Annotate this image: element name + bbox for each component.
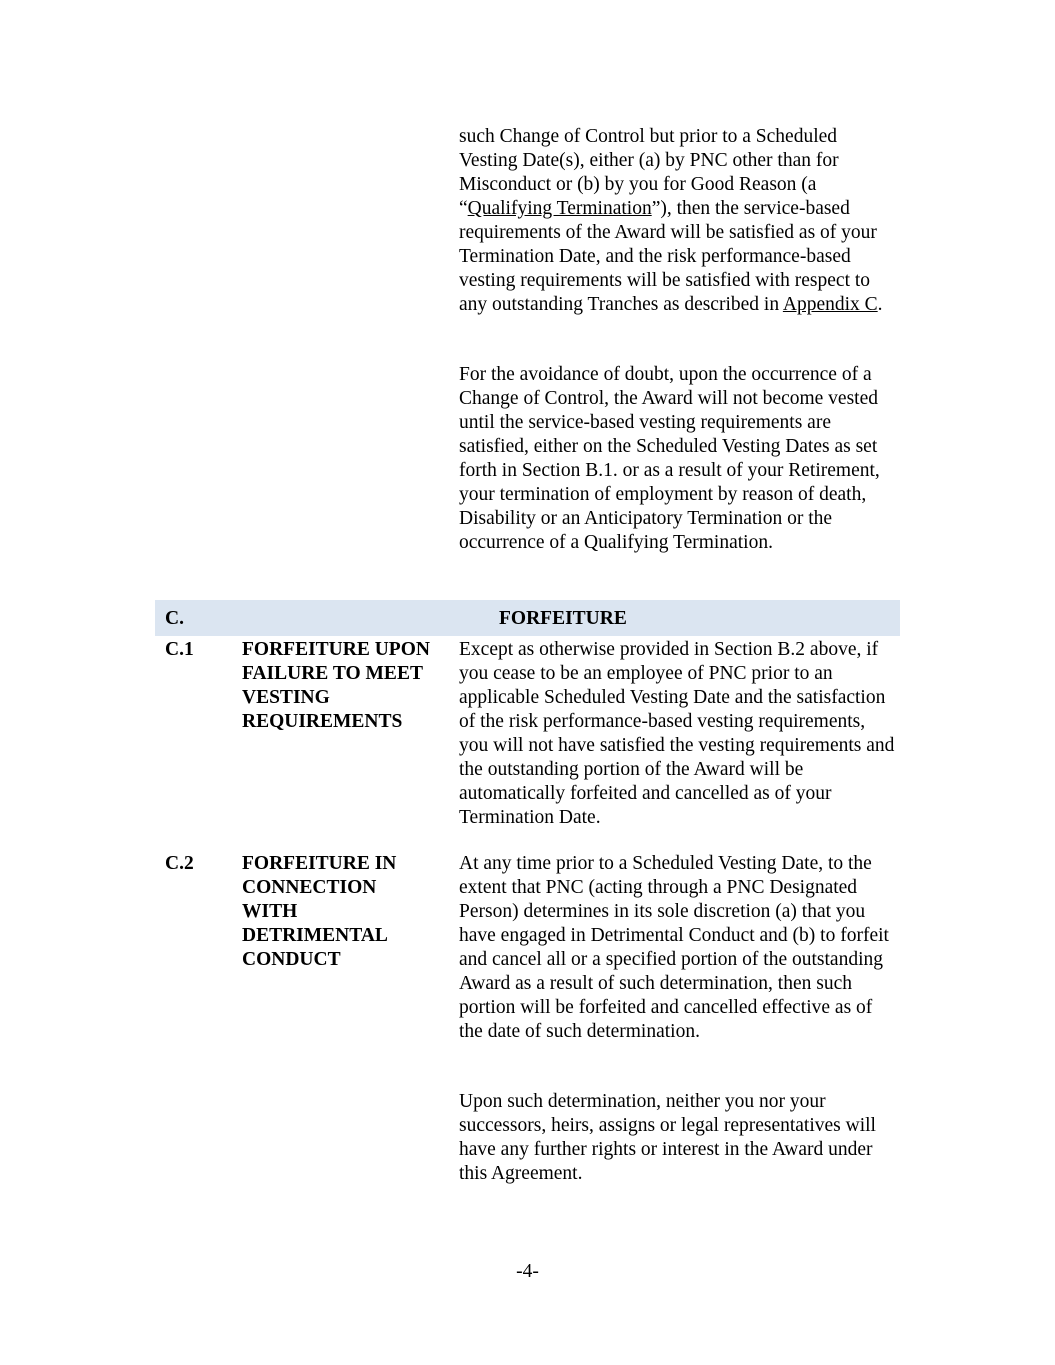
row-number: C.1 (165, 639, 194, 660)
page-number: -4- (516, 1261, 539, 1282)
appendix-c-link[interactable]: Appendix C (782, 294, 878, 315)
continuation-paragraph-2: For the avoidance of doubt, upon the occurrence of a Change of Control, the Award will not become vested until the service-based vesting requirements are satisfied, either on the Scheduled Vesting Dates as set forth in Section B.1. or as a result of your Retirement, your termination of employment by reason of death, Disability or an Anticipatory Termination or the occurrence of a Qualifying Termination. (459, 364, 880, 553)
section-number: C. (165, 608, 184, 629)
continuation-text-end: . (877, 294, 883, 315)
row-body-paragraph: Except as otherwise provided in Section B.2 above, if you cease to be an employee of PNC prior to an applicable Scheduled Vesting Date and the satisfaction of the risk performance-based vesting requirements, you will not have satisfied the vesting requirements and the outstanding portion of the Award will be automatically forfeited and cancelled as of your Termination Date. (459, 639, 895, 828)
section-title: FORFEITURE (499, 608, 627, 629)
continuation-text-middle: ”), then the service-based requirements of the Award will be satisfied as of your Termination Date, and the risk performance-based vesting requirements will be satisfied with respect to any outstanding Tranches as described in (459, 198, 877, 315)
continuation-paragraph-1 (459, 125, 899, 317)
qualifying-termination-link[interactable]: Qualifying Termination (467, 198, 652, 219)
row-number: C.2 (165, 853, 194, 874)
row-heading: FORFEITURE IN CONNECTION WITH DETRIMENTAL CONDUCT (242, 853, 397, 970)
row-body-paragraph: Upon such determination, neither you nor your successors, heirs, assigns or legal representatives will have any further rights or interest in the Award under this Agreement. (459, 1091, 876, 1184)
continuation-text-start: such Change of Control but prior to a Scheduled Vesting Date(s), either (a) by PNC other than for Misconduct or (b) by you for Good Reason (a “ (459, 126, 839, 219)
section-header-bar (155, 600, 900, 636)
row-heading: FORFEITURE UPON FAILURE TO MEET VESTING REQUIREMENTS (242, 639, 430, 732)
row-body-paragraph: At any time prior to a Scheduled Vesting Date, to the extent that PNC (acting through a PNC Designated Person) determines in its sole discretion (a) that you have engaged in Detrimental Conduct and (b) to forfeit and cancel all or a specified portion of the outstanding Award as a result of such determination, then such portion will be forfeited and cancelled effective as of the date of such determination. (459, 853, 889, 1042)
